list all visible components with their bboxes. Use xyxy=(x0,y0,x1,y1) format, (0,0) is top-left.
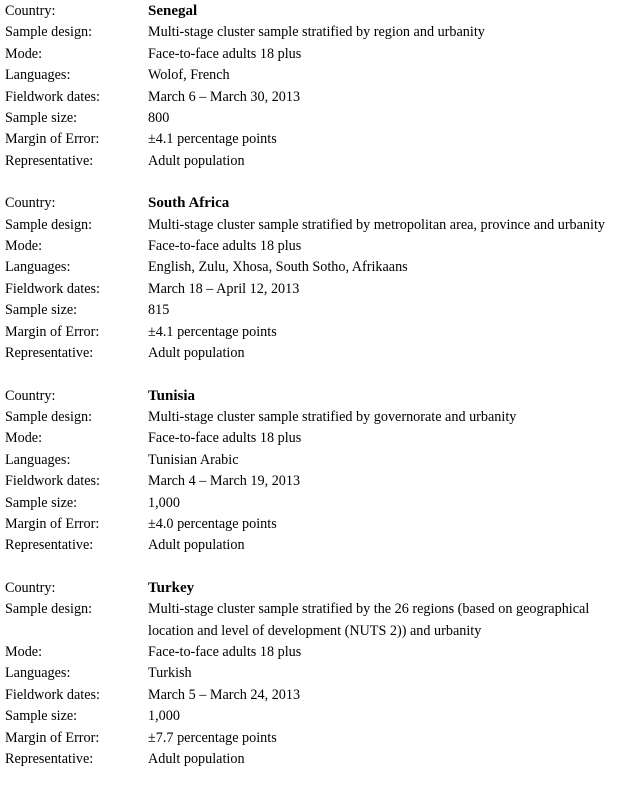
country-row xyxy=(0,578,626,599)
mode-row xyxy=(0,428,626,449)
fieldwork-dates-row xyxy=(0,87,626,108)
sample-size-value: 800 xyxy=(148,110,170,127)
representative-row xyxy=(0,343,626,364)
fieldwork-dates-label: Fieldwork dates: xyxy=(5,88,100,105)
country-name: Senegal xyxy=(148,3,198,19)
mode-row xyxy=(0,236,626,257)
representative-row xyxy=(0,151,626,172)
margin-of-error-value: ±4.0 percentage points xyxy=(148,515,277,532)
languages-label: Languages: xyxy=(5,67,71,84)
representative-label: Representative: xyxy=(5,345,94,362)
mode-value: Face-to-face adults 18 plus xyxy=(148,238,302,255)
fieldwork-dates-row xyxy=(0,471,626,492)
sample-design-label: Sample design: xyxy=(5,216,93,233)
mode-value: Face-to-face adults 18 plus xyxy=(148,45,302,62)
representative-label: Representative: xyxy=(5,751,94,767)
country-block-south-africa xyxy=(0,193,626,364)
country-name: Tunisia xyxy=(148,387,195,404)
representative-value: Adult population xyxy=(148,152,245,169)
margin-of-error-value: ±4.1 percentage points xyxy=(148,323,277,340)
languages-row xyxy=(0,65,626,86)
sample-design-value: Multi-stage cluster sample stratified by metropolitan area, province and urbanity xyxy=(148,216,606,233)
representative-row xyxy=(0,749,626,770)
sample-size-value: 815 xyxy=(148,302,170,319)
mode-row xyxy=(0,44,626,65)
country-row xyxy=(0,386,626,407)
languages-row xyxy=(0,663,626,684)
languages-label: Languages: xyxy=(5,665,71,682)
fieldwork-dates-value: March 5 – March 24, 2013 xyxy=(148,686,301,703)
sample-design-value: Multi-stage cluster sample stratified by governorate and urbanity xyxy=(148,408,517,425)
fieldwork-dates-value: March 4 – March 19, 2013 xyxy=(148,473,301,490)
sample-size-row xyxy=(0,300,626,321)
margin-of-error-label: Margin of Error: xyxy=(5,729,100,746)
country-label: Country: xyxy=(5,579,56,596)
fieldwork-dates-row xyxy=(0,685,626,706)
margin-of-error-label: Margin of Error: xyxy=(5,515,100,532)
languages-label: Languages: xyxy=(5,451,71,468)
sample-design-row xyxy=(0,407,626,428)
country-block-tunisia xyxy=(0,386,626,557)
sample-size-row xyxy=(0,706,626,727)
mode-label: Mode: xyxy=(5,238,43,255)
languages-value: Wolof, French xyxy=(148,67,230,84)
fieldwork-dates-value: March 18 – April 12, 2013 xyxy=(148,280,300,297)
margin-of-error-value: ±4.1 percentage points xyxy=(148,131,277,148)
fieldwork-dates-label: Fieldwork dates: xyxy=(5,280,100,297)
mode-value: Face-to-face adults 18 plus xyxy=(148,643,302,660)
country-name: South Africa xyxy=(148,195,230,212)
sample-design-value: Multi-stage cluster sample stratified by the 26 regions (based on geographical location and level of development (NUTS 2)) and urbanity xyxy=(148,601,590,639)
country-row xyxy=(0,1,626,22)
margin-of-error-value: ±7.7 percentage points xyxy=(148,729,277,746)
mode-label: Mode: xyxy=(5,430,43,447)
sample-size-value: 1,000 xyxy=(148,494,180,511)
representative-label: Representative: xyxy=(5,537,94,554)
mode-label: Mode: xyxy=(5,45,43,62)
margin-of-error-label: Margin of Error: xyxy=(5,131,100,148)
country-block-senegal xyxy=(0,1,626,172)
representative-value: Adult population xyxy=(148,345,245,362)
sample-size-value: 1,000 xyxy=(148,708,180,725)
country-block-turkey xyxy=(0,578,626,771)
margin-of-error-row xyxy=(0,514,626,535)
languages-row xyxy=(0,450,626,471)
fieldwork-dates-value: March 6 – March 30, 2013 xyxy=(148,88,301,105)
sample-design-label: Sample design: xyxy=(5,24,93,41)
sample-design-label: Sample design: xyxy=(5,408,93,425)
sample-size-row xyxy=(0,108,626,129)
mode-value: Face-to-face adults 18 plus xyxy=(148,430,302,447)
country-row xyxy=(0,193,626,214)
sample-design-label: Sample design: xyxy=(5,601,93,618)
representative-row xyxy=(0,535,626,556)
country-name: Turkey xyxy=(148,579,195,596)
representative-value: Adult population xyxy=(148,537,245,554)
country-label: Country: xyxy=(5,195,56,212)
representative-label: Representative: xyxy=(5,152,94,169)
mode-label: Mode: xyxy=(5,643,43,660)
sample-design-row xyxy=(0,599,626,642)
margin-of-error-row xyxy=(0,728,626,749)
sample-design-row xyxy=(0,22,626,43)
fieldwork-dates-label: Fieldwork dates: xyxy=(5,473,100,490)
sample-size-row xyxy=(0,493,626,514)
country-label: Country: xyxy=(5,387,56,404)
country-label: Country: xyxy=(5,3,56,19)
sample-size-label: Sample size: xyxy=(5,110,78,127)
margin-of-error-row xyxy=(0,322,626,343)
languages-value: Tunisian Arabic xyxy=(148,451,239,468)
languages-value: Turkish xyxy=(148,665,192,682)
representative-value: Adult population xyxy=(148,751,245,767)
sample-size-label: Sample size: xyxy=(5,494,78,511)
languages-label: Languages: xyxy=(5,259,71,276)
languages-value: English, Zulu, Xhosa, South Sotho, Afrikaans xyxy=(148,259,408,276)
margin-of-error-row xyxy=(0,129,626,150)
languages-row xyxy=(0,257,626,278)
sample-design-row xyxy=(0,215,626,236)
margin-of-error-label: Margin of Error: xyxy=(5,323,100,340)
fieldwork-dates-row xyxy=(0,279,626,300)
sample-size-label: Sample size: xyxy=(5,708,78,725)
fieldwork-dates-label: Fieldwork dates: xyxy=(5,686,100,703)
sample-size-label: Sample size: xyxy=(5,302,78,319)
mode-row xyxy=(0,642,626,663)
sample-design-value: Multi-stage cluster sample stratified by region and urbanity xyxy=(148,24,485,41)
